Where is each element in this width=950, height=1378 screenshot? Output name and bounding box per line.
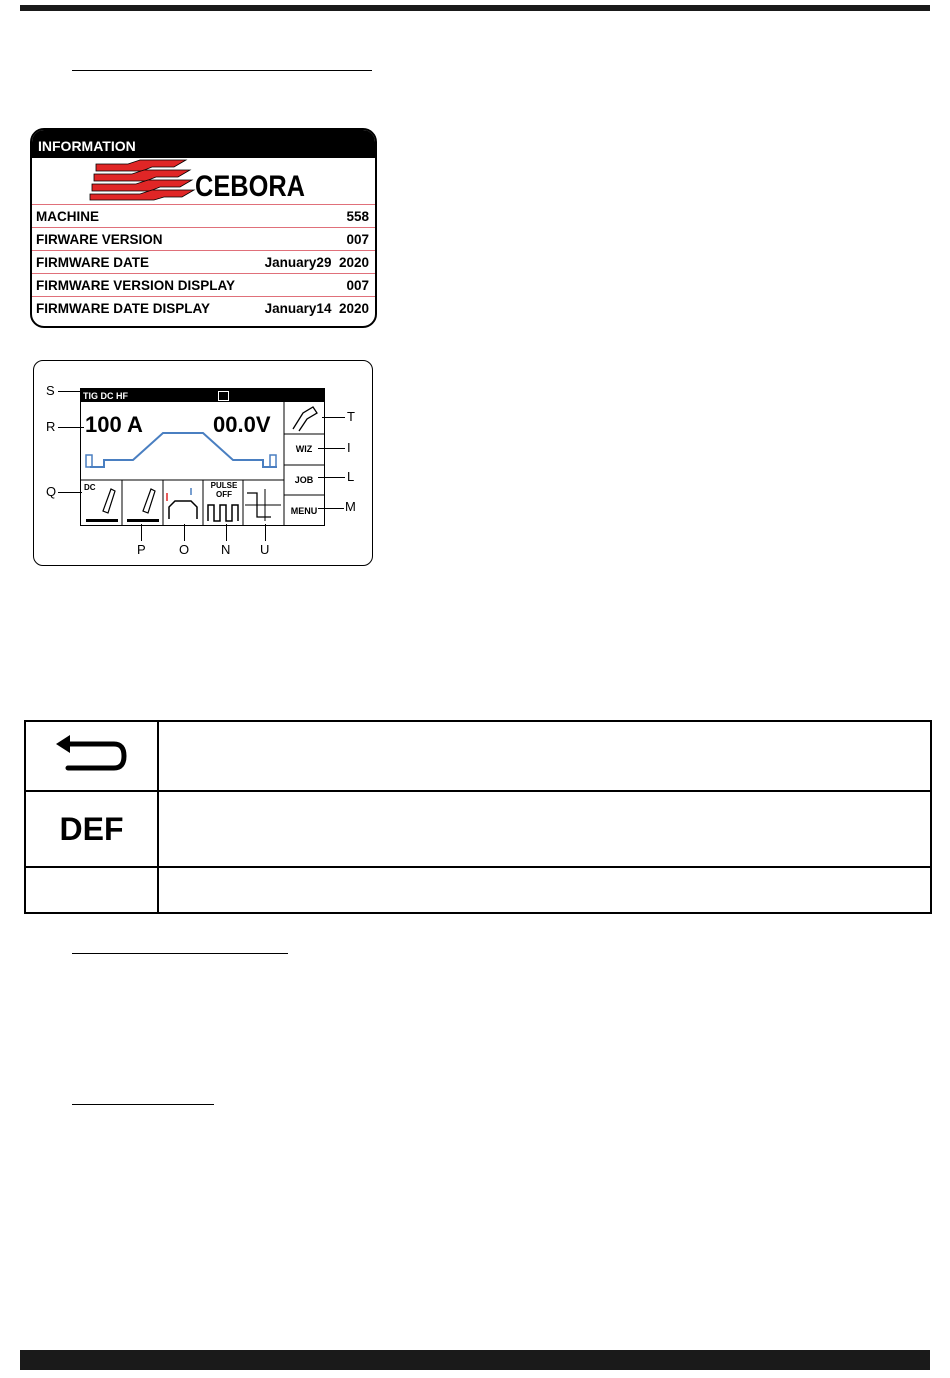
current-readout: 100 A bbox=[85, 412, 143, 437]
callout-n: N bbox=[221, 542, 231, 557]
mode-text: TIG DC HF bbox=[83, 391, 128, 401]
leader-q bbox=[58, 492, 82, 493]
info-row-firmware-date: FIRMWARE DATE January29 2020 bbox=[32, 250, 375, 273]
wiz-button[interactable]: WIZ bbox=[295, 444, 313, 454]
leader-o bbox=[184, 524, 185, 541]
leader-m bbox=[318, 508, 344, 509]
heading-underline-1 bbox=[72, 70, 372, 71]
table-divider-h1 bbox=[26, 790, 930, 792]
def-cell bbox=[26, 792, 157, 866]
torch-icon-p bbox=[143, 489, 155, 513]
gas-bottle-icon-right bbox=[270, 455, 276, 467]
cebora-logo-mark bbox=[32, 158, 375, 204]
pulse-icon-n bbox=[208, 505, 238, 521]
info-row-firmware-version: FIRWARE VERSION 007 bbox=[32, 227, 375, 250]
menu-button[interactable]: MENU bbox=[290, 506, 318, 516]
callout-s: S bbox=[46, 383, 55, 398]
leader-p bbox=[141, 524, 142, 541]
torch-icon-q bbox=[103, 489, 115, 513]
torch-icon-t bbox=[293, 407, 317, 431]
callout-i: I bbox=[347, 440, 351, 455]
callout-o: O bbox=[179, 542, 190, 557]
lcd-screen bbox=[80, 388, 325, 526]
table-divider-h2 bbox=[26, 866, 930, 868]
back-arrow-icon[interactable] bbox=[26, 722, 157, 790]
def-label[interactable]: DEF bbox=[59, 810, 124, 847]
key-table bbox=[24, 720, 932, 914]
table-divider-v bbox=[157, 722, 159, 912]
back-cell bbox=[26, 722, 157, 790]
leader-l bbox=[318, 477, 345, 478]
information-panel bbox=[30, 128, 377, 328]
job-button[interactable]: JOB bbox=[294, 475, 314, 485]
bottom-bar bbox=[20, 1350, 930, 1370]
voltage-readout: 00.0V bbox=[213, 412, 271, 437]
callout-m: M bbox=[345, 499, 356, 514]
information-header: INFORMATION bbox=[32, 130, 375, 158]
callout-p: P bbox=[137, 542, 146, 557]
callout-t: T bbox=[347, 409, 355, 424]
weld-curve bbox=[81, 389, 324, 525]
leader-r bbox=[58, 427, 84, 428]
gas-bottle-icon-left bbox=[86, 455, 92, 467]
profile-icon-o bbox=[169, 501, 197, 519]
leader-n bbox=[226, 524, 227, 541]
leader-u bbox=[265, 524, 266, 541]
info-row-machine: MACHINE 558 bbox=[32, 204, 375, 227]
info-row-firmware-version-display: FIRMWARE VERSION DISPLAY 007 bbox=[32, 273, 375, 296]
info-row-firmware-date-display: FIRMWARE DATE DISPLAY January14 2020 bbox=[32, 296, 375, 319]
leader-s bbox=[58, 391, 80, 392]
logo-text: CEBORA bbox=[195, 170, 305, 203]
heading-underline-2 bbox=[72, 953, 288, 954]
leader-t bbox=[322, 417, 345, 418]
heading-underline-3 bbox=[72, 1104, 214, 1105]
leader-i bbox=[318, 448, 345, 449]
pulse-off-label: PULSE OFF bbox=[210, 481, 238, 499]
top-bar bbox=[20, 5, 930, 11]
cebora-logo bbox=[32, 158, 375, 204]
callout-l: L bbox=[347, 469, 355, 484]
callout-r: R bbox=[46, 419, 56, 434]
callout-u: U bbox=[260, 542, 270, 557]
dc-label: DC bbox=[84, 483, 96, 492]
callout-q: Q bbox=[46, 484, 57, 499]
